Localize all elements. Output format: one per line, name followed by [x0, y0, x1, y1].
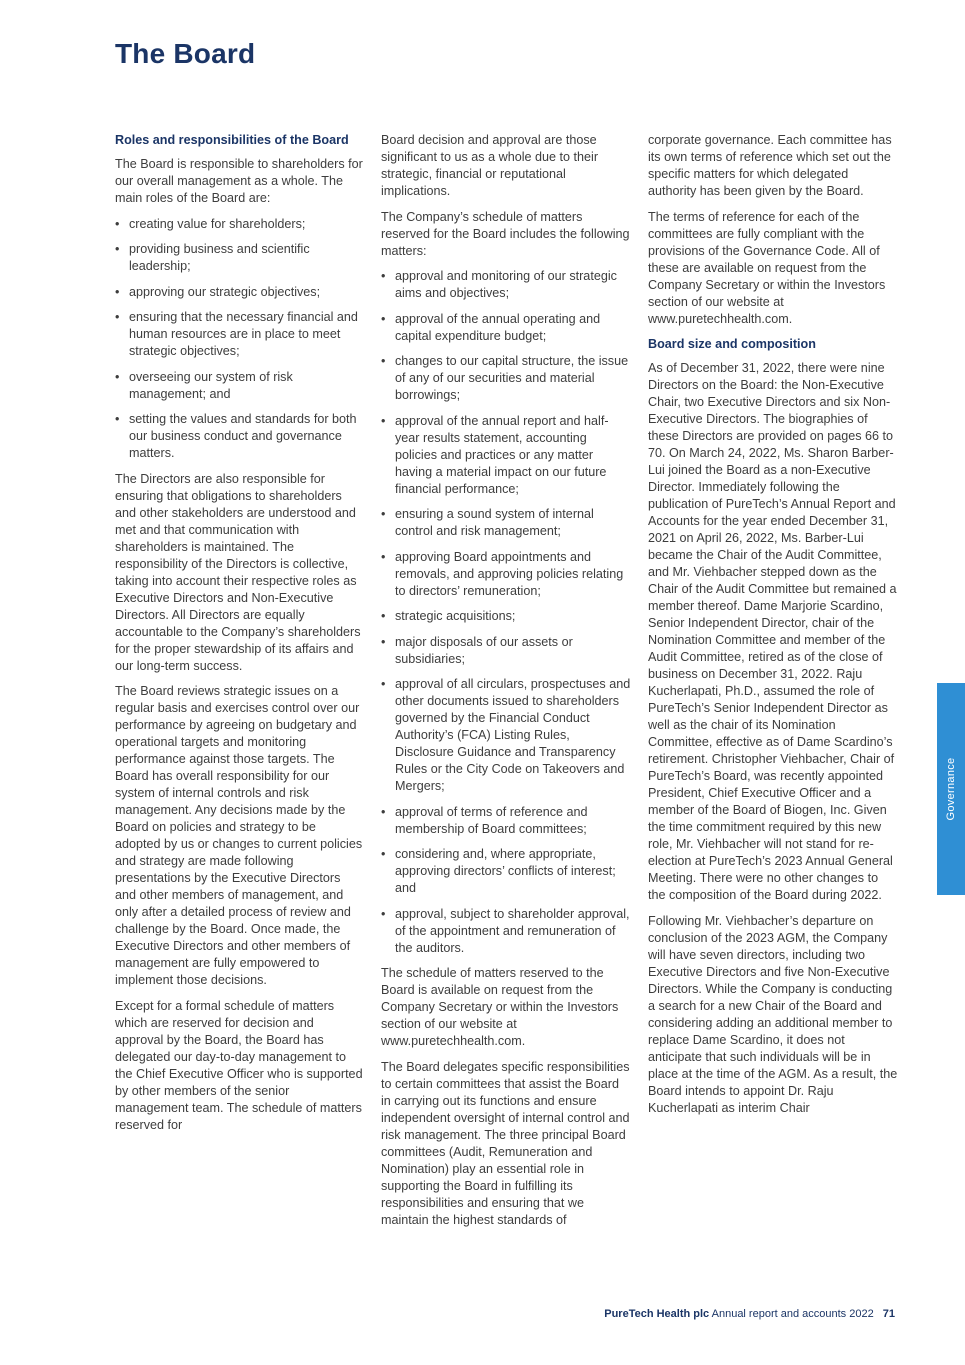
paragraph: The Directors are also responsible for ensuring that obligations to shareholders and other stakeholders are understood and met and that communication with shareholders is maintained. The responsibility of the Directors is collective, taking into account their respective roles as Executive Directors and Non-Executive Directors. All Directors are equally accountable to the Company’s shareholders for the proper stewardship of its affairs and our long-term success. [115, 471, 361, 673]
footer-report-title: Annual report and accounts 2022 [711, 1308, 874, 1320]
paragraph: Following Mr. Viehbacher’s departure on conclusion of the 2023 AGM, the Company will have seven directors, including two Executive Directors and five Non-Executive Directors. While the Company is conducting a search for a new Chair of the Board and considering adding an additional member to replace Dame Scardino, it does not anticipate that such individuals will be in place at the time of the AGM. As a result, the Board intends to appoint Dr. Raju Kucherlapati as interim Chair [648, 913, 898, 1115]
paragraph: As of December 31, 2022, there were nine Directors on the Board: the Non-Executive Chair, two Executive Directors and six Non-Executive Directors. The biographies of these Directors are provided on pages 66 to 70. On March 24, 2022, Ms. Sharon Barber-Lui joined the Board as a non-Executive Director. Immediately following the publication of PureTech’s Annual Report and Accounts for the year ended December 31, 2021 on April 26, 2022, Ms. Barber-Lui became the Chair of the Audit Committee, and Mr. Viehbacher stepped down as the Chair of the Audit Committee but remained a member thereof. Dame Marjorie Scardino, Senior Independent Director, chair of the Nomination Committee and member of the Audit Committee, retired as of the close of business on December 31, 2022. Raju Kucherlapati, Ph.D., assumed the role of PureTech’s Senior Independent Director as well as the chair of its Nomination Committee, effective as of Dame Scardino’s retirement. Christopher Viehbacher, Chair of PureTech’s Board, was recently appointed President, Chief Executive Officer and a member of the Board of Biogen, Inc. Given the time commitment required by this new role, Mr. Viehbacher will not stand for re-election at PureTech’s 2023 Annual General Meeting. There were no other changes to the composition of the Board during 2022. [648, 361, 897, 902]
list-item: • overseeing our system of risk management; and [115, 369, 363, 403]
column-2 [381, 132, 631, 1237]
paragraph: The Board delegates specific responsibilities to certain committees that assist the Board in carrying out its functions and ensure independent oversight of internal control and risk management. The three principal Board committees (Audit, Remuneration and Nomination) play an essential role in supporting the Board in fulfilling its responsibilities and ensuring that we maintain the highest standards of [381, 1059, 630, 1227]
page-title: The Board [115, 38, 256, 69]
paragraph: Except for a formal schedule of matters which are reserved for decision and approval by the Board, the Board has delegated our day-to-day management to the Chief Executive Officer who is supported by other members of the senior management team. The schedule of matters reserved for [115, 998, 363, 1132]
list-item: • approval of all circulars, prospectuses and other documents issued to shareholders governed by the Financial Conduct Authority’s (FCA) Listing Rules, Disclosure Guidance and Transparency Rules or the City Code on Takeovers and Mergers; [381, 676, 631, 795]
list-item: • creating value for shareholders; [115, 216, 363, 233]
list-item: • major disposals of our assets or subsidiaries; [381, 634, 631, 668]
paragraph: The Company’s schedule of matters reserved for the Board includes the following matters: [381, 209, 630, 258]
list-item: • approval and monitoring of our strategic aims and objectives; [381, 268, 631, 302]
section-heading-composition: Board size and composition [648, 337, 816, 351]
list-item: • ensuring a sound system of internal control and risk management; [381, 506, 631, 540]
list-item: • considering and, where appropriate, approving directors’ conflicts of interest; and [381, 846, 631, 897]
list-item: • approval of terms of reference and membership of Board committees; [381, 804, 631, 838]
bullet-list-matters [381, 268, 631, 957]
section-tab-governance[interactable] [937, 683, 965, 895]
list-item: • approval of the annual operating and capital expenditure budget; [381, 311, 631, 345]
list-item: • approving Board appointments and removals, and approving policies relating to directors’ remuneration; [381, 549, 631, 600]
list-item: • approval, subject to shareholder approval, of the appointment and remuneration of the auditors. [381, 906, 631, 957]
section-heading-roles: Roles and responsibilities of the Board [115, 133, 349, 147]
bullet-list-roles [115, 216, 363, 463]
paragraph: Board decision and approval are those significant to us as a whole due to their strategic, financial or reputational implications. [381, 133, 599, 198]
paragraph: The terms of reference for each of the committees are fully compliant with the provisions of the Governance Code. All of these are available on request from the Company Secretary or within the Investors section of our website at www.puretechhealth.com. [648, 209, 886, 326]
column-1 [115, 132, 363, 1142]
list-item: • approving our strategic objectives; [115, 284, 363, 301]
list-item: • providing business and scientific leadership; [115, 241, 363, 275]
page-footer [604, 1308, 895, 1320]
footer-company: PureTech Health plc [604, 1308, 710, 1320]
paragraph: The schedule of matters reserved to the Board is available on request from the Company Secretary or within the Investors section of our website at www.puretechhealth.com. [381, 966, 619, 1048]
section-tab-label: Governance [945, 757, 957, 821]
list-item: • ensuring that the necessary financial and human resources are in place to meet strategic objectives; [115, 309, 363, 360]
column-3 [648, 132, 898, 1125]
paragraph: The Board reviews strategic issues on a regular basis and exercises control over our performance by agreeing on budgetary and operational targets and monitoring performance against those targets. The Board has overall responsibility for our system of internal controls and risk management. Any decisions made by the Board on policies and strategy to be adopted by us or changes to current policies and strategy are made following presentations by the Executive Directors and other members of management, and only after a detailed process of review and challenge by the Board. Once made, the Executive Directors and other members of management are fully empowered to implement those decisions. [115, 684, 363, 987]
list-item: • setting the values and standards for both our business conduct and governance matters. [115, 411, 363, 462]
paragraph: corporate governance. Each committee has its own terms of reference which set out the specific matters for which delegated authority has been given by the Board. [648, 133, 892, 198]
list-item: • approval of the annual report and half-year results statement, accounting policies and practices or any matter having a material impact on our future financial performance; [381, 413, 631, 498]
list-item: • strategic acquisitions; [381, 608, 631, 625]
page-number: 71 [882, 1308, 895, 1320]
paragraph: The Board is responsible to shareholders for our overall management as a whole. The main roles of the Board are: [115, 157, 363, 205]
list-item: • changes to our capital structure, the issue of any of our securities and material borrowings; [381, 353, 631, 404]
